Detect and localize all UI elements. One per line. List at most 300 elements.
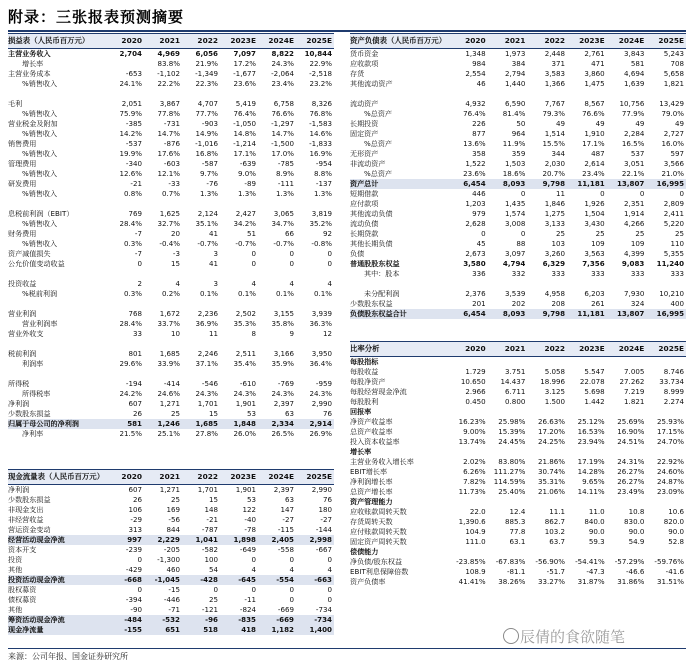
table-cell [296,299,334,309]
table-cell: 79.3% [542,109,566,118]
table-cell: 3,563 [584,249,605,258]
table-cell [527,447,567,457]
table-row [8,575,334,585]
column-header: 2022 [197,36,218,45]
table-row [350,59,686,69]
table-row [8,319,334,329]
table-row [350,477,686,487]
table-cell: 53 [246,495,256,504]
row-label: 应付款项 [350,199,379,208]
table-cell: 16,995 [656,179,685,188]
row-label: 资产总计 [350,179,379,188]
table-cell: 26.9% [309,429,332,438]
table-cell: 90.0 [588,527,605,536]
table-cell: 2,124 [197,209,218,218]
table-cell: -1,016 [195,139,218,148]
table-cell: 34.2% [233,219,256,228]
table-row [350,497,686,507]
table-cell: 1,672 [159,309,180,318]
table-cell: 16.9% [309,149,332,158]
table-cell: 110 [670,239,685,248]
table-cell: 13.6% [463,139,486,148]
table-cell: 19.9% [119,149,142,158]
table-cell [106,339,144,349]
table-row [8,525,334,535]
table-cell: 2,794 [505,69,526,78]
table-cell: 7,097 [233,49,256,58]
table-cell: 8 [251,329,256,338]
table-cell: 16.5% [621,139,645,148]
table-cell: 4 [175,279,180,288]
table-cell: -903 [201,119,218,128]
table-cell: 1.821 [624,397,645,406]
table-row [8,625,334,635]
table-cell: 25.69% [617,417,645,426]
table-cell: 1,475 [584,79,605,88]
table-cell: 25 [635,229,645,238]
table-cell: 17.1% [233,149,256,158]
table-cell [607,279,647,289]
table-cell: 801 [128,349,142,358]
table-cell: 24.45% [498,437,526,446]
table-cell [296,89,334,99]
table-cell: -111 [277,179,294,188]
table-header [8,469,334,485]
table-row [350,109,686,119]
row-label: 其中：股本 [364,269,400,278]
table-cell: 0 [289,595,294,604]
source-note: 来源：公司年报、国金证券研究所 [8,652,128,661]
table-row [8,69,334,79]
row-label: 其他 [8,605,23,614]
table-cell: 0 [289,249,294,258]
column-header: 2024E [268,472,294,481]
table-cell: 1.3% [199,189,218,198]
row-label: 固定资产 [350,129,379,138]
table-cell: 226 [472,119,486,128]
table-cell: 1,514 [544,129,566,138]
row-label: 总资产收益率 [350,427,393,436]
table-cell [488,547,528,557]
table-cell: 35.31% [537,477,566,486]
table-cell: 332 [511,269,526,278]
table-cell: 324 [630,299,645,308]
table-cell: 460 [166,565,180,574]
table-cell: 3 [213,279,218,288]
table-cell: -90 [130,605,142,614]
table-cell: -1,300 [157,555,180,564]
table-row [8,269,334,279]
table-cell: 8,093 [502,179,526,188]
row-label: 流动资产 [350,99,379,108]
table-cell: 25 [170,409,180,418]
table-cell: 0 [137,555,142,564]
table-cell: -876 [163,139,180,148]
table-cell: 487 [591,149,605,158]
table-cell: 23.09% [656,487,685,496]
table-row [8,229,334,239]
table-cell: 11.0 [588,507,605,516]
table-cell: -56 [168,515,180,524]
table-cell: 16.23% [458,417,486,426]
row-label: 应收账款周转天数 [350,507,407,516]
table-cell: -11 [244,595,256,604]
column-header: 2023E [579,344,605,353]
table-cell: -959 [315,379,332,388]
row-label: 长期贷款 [350,229,379,238]
table-cell: 2,704 [119,49,142,58]
table-cell: 2,411 [663,209,685,218]
row-label: 负债 [350,249,365,258]
table-cell: 0 [520,229,526,238]
table-cell: -582 [201,545,218,554]
table-row [350,387,686,397]
table-cell: 2.02% [463,457,486,466]
table-cell: 49 [595,119,605,128]
table-cell: 3,539 [505,289,526,298]
table-cell: 5,355 [663,249,685,258]
table-cell: 20.7% [542,169,566,178]
table-row [8,209,334,219]
table-cell: 0 [327,259,332,268]
table-cell: -7 [134,249,142,258]
table-cell: 11,181 [577,309,605,318]
table-cell: -428 [200,575,218,584]
table-row [8,615,334,625]
table-cell: 651 [165,625,180,634]
table-row [8,79,334,89]
table-row [8,289,334,299]
table-cell: 35.1% [195,219,218,228]
table-cell: 24.87% [656,477,685,486]
table-cell: 3.125 [544,387,566,396]
row-label: 负债股东权益合计 [350,309,407,318]
table-cell: 29.6% [119,359,142,368]
table-cell: 180 [318,505,332,514]
row-label: 经营活动现金净流 [8,535,65,544]
table-row [8,49,334,59]
table-cell: -81.1 [506,567,526,576]
table-cell [182,89,220,99]
table-cell: 1,821 [663,79,685,88]
table-cell: -46.6 [626,567,645,576]
table-cell: 9,798 [542,309,566,318]
table-cell: 10.650 [460,377,486,386]
table-cell [607,407,647,417]
table-cell: 4,932 [465,99,486,108]
table-cell: 148 [204,505,218,514]
table-row [350,567,686,577]
column-header: 2024E [618,36,645,45]
table-cell [488,89,528,99]
table-row [350,159,686,169]
table-cell: 2,405 [271,535,294,544]
table-cell [646,357,686,367]
table-cell [258,269,296,279]
table-row [8,129,334,139]
row-label: 税前利润 [8,349,37,358]
table-cell: 46 [476,79,486,88]
table-row [350,239,686,249]
table-row [350,427,686,437]
table-row [350,279,686,289]
table-cell: 10 [170,329,180,338]
table-cell: 1,901 [235,399,256,408]
table-cell: 81.4% [502,109,526,118]
table-row [350,437,686,447]
table-row [8,259,334,269]
table-title: 比率分析 [350,344,380,353]
table-cell [567,547,607,557]
table-cell: 0 [327,249,332,258]
table-cell: 1,926 [584,199,605,208]
table-cell: 77.9% [621,109,645,118]
table-cell: 14.28% [577,467,605,476]
row-label: 营业外收支 [8,329,44,338]
table-cell: 26.27% [617,467,645,476]
table-cell: -1,102 [157,69,180,78]
row-label: 每股净资产 [350,377,386,386]
column-header: 2020 [121,36,142,45]
table-cell: 3,566 [663,159,685,168]
table-cell: 10,756 [619,99,645,108]
row-label: 偿债能力 [350,547,379,556]
row-label: 投资活动现金净流 [8,575,65,584]
table-cell: 3,133 [544,219,566,228]
table-cell: -194 [125,379,142,388]
table-cell: 23.2% [309,79,332,88]
table-cell: 2,427 [235,209,256,218]
table-cell: 11,240 [656,259,685,268]
table-cell: -1,583 [309,119,332,128]
table-cell [448,547,488,557]
table-cell: -731 [163,119,180,128]
row-label: EBIT利息保障倍数 [350,567,409,576]
table-cell [144,89,182,99]
table-row [350,309,686,319]
table-cell: -824 [239,605,256,614]
table-cell: 31.51% [656,577,685,586]
table-cell: 3,051 [624,159,645,168]
table-cell: 12.6% [119,169,142,178]
table-cell [182,199,220,209]
table-cell: 3,819 [311,209,332,218]
table-cell: 23.6% [463,169,486,178]
table-cell: 5.058 [544,367,566,376]
row-label: 净利润 [8,485,30,494]
table-cell: -554 [276,575,294,584]
table-row [8,159,334,169]
column-header: 2021 [159,36,180,45]
table-cell: 3,860 [584,69,605,78]
table-title: 资产负债表（人民币百万元） [350,36,447,45]
table-row [350,79,686,89]
column-header: 2024E [268,36,294,45]
table-cell: 1,574 [505,209,526,218]
table-cell [448,497,488,507]
table-cell: 14.9% [195,129,218,138]
table-row [350,139,686,149]
table-cell: 76.6% [271,109,294,118]
table-cell: 5,243 [663,49,685,58]
table-row [350,229,686,239]
table-cell: 0 [251,555,256,564]
row-label: 主营业务收入增长率 [350,457,414,466]
table-cell [106,369,144,379]
table-cell [607,357,647,367]
table-cell: 49 [635,119,645,128]
table-cell: 28.4% [119,219,142,228]
table-cell: 1,914 [624,209,645,218]
table-cell [448,407,488,417]
table-cell [220,339,258,349]
table-cell: 54.9 [628,537,645,546]
table-cell: 9,083 [621,259,645,268]
table-cell [448,447,488,457]
row-label: 增长率 [350,447,372,456]
table-cell: 4,399 [624,249,645,258]
table-cell: 83.80% [498,457,526,466]
row-label: 现金净流量 [8,625,44,634]
table-cell: -484 [124,615,142,624]
table-cell: 2,334 [271,419,294,428]
table-cell [182,299,220,309]
table-cell [527,279,567,289]
table-cell: 4 [327,279,332,288]
row-label: 净利率 [22,429,44,438]
table-cell [488,279,528,289]
table-row [8,565,334,575]
table-cell: 0 [213,585,218,594]
table-cell: 18.996 [540,377,566,386]
table-cell [448,279,488,289]
table-cell: -385 [125,119,142,128]
table-cell: 25 [595,229,605,238]
table-cell: 0 [137,259,142,268]
table-cell: 77.8 [509,527,526,536]
row-label: 非经营收益 [8,515,44,524]
table-cell: 34.7% [271,219,294,228]
table-cell: 3.751 [505,367,526,376]
table-cell: 997 [127,535,142,544]
table-cell: 0 [251,585,256,594]
row-label [8,269,106,279]
table-cell: 24.1% [119,79,142,88]
table-cell: 4,794 [502,259,526,268]
table-cell: -0.8% [311,239,332,248]
row-label: %销售收入 [22,149,58,158]
table-cell: -27 [282,515,294,524]
table-cell: 2,397 [273,485,294,494]
row-label: 未分配利润 [364,289,400,298]
table-cell: -734 [314,615,332,624]
table-row [350,259,686,269]
table-row [8,505,334,515]
table-row [8,99,334,109]
table-row [350,377,686,387]
table-row [8,149,334,159]
table-cell: 50 [516,119,526,128]
table-cell: 21.9% [195,59,218,68]
row-label: 固定资产周转天数 [350,537,407,546]
table-cell: 0.1% [199,289,218,298]
table-cell: -769 [277,379,294,388]
table-cell: 1,503 [505,159,526,168]
table-row [350,289,686,299]
table-cell: 49 [675,119,685,128]
row-label: 资产管理能力 [350,497,393,506]
table-row [8,409,334,419]
table-cell: 1,271 [159,485,180,494]
table-cell: 28.4% [119,319,142,328]
table-cell: -734 [315,605,332,614]
table-row [350,447,686,457]
row-label: 应收款项 [350,59,379,68]
table-cell: 6,758 [273,99,294,108]
row-label: %销售收入 [22,219,58,228]
table-cell: 122 [242,505,256,514]
column-header: 2021 [159,472,180,481]
table-cell: 0.3% [123,239,142,248]
table-cell: 10,210 [659,289,685,298]
table-row [350,179,686,189]
table-cell: 63 [284,409,294,418]
table-cell: 0 [481,229,486,238]
table-cell: 18.6% [502,169,526,178]
table-title: 损益表（人民币百万元） [8,36,90,45]
table-cell: 35.4% [233,359,256,368]
table-cell: 15 [208,409,218,418]
row-label: 资产减值损失 [8,249,51,258]
table-cell: 22.078 [579,377,605,386]
table-cell [646,447,686,457]
table-cell: 333 [591,269,605,278]
table-cell: -3 [172,249,180,258]
table-cell: 25 [555,229,566,238]
table-row [8,219,334,229]
table-cell: 8.746 [663,367,685,376]
table-cell: 2,990 [311,399,332,408]
row-label: %销售收入 [22,189,58,198]
row-label: 回报率 [350,407,372,416]
table-cell: 33 [132,329,142,338]
table-cell: 336 [472,269,486,278]
table-cell [527,407,567,417]
table-cell: 1,701 [197,485,218,494]
table-cell: 24.25% [537,437,566,446]
table-cell: 17.15% [656,427,685,436]
table-cell: 15 [208,495,218,504]
row-label: 息税前利润（EBIT） [8,209,74,218]
table-row [350,69,686,79]
table-cell: 0.1% [313,289,332,298]
table-cell [258,89,296,99]
table-row [8,299,334,309]
table-cell: 16.53% [577,427,605,436]
table-cell: 979 [472,209,486,218]
row-label: 营业利润率 [22,319,58,328]
table-cell: 0 [137,585,142,594]
table-row [8,605,334,615]
table-cell: 26 [132,409,142,418]
table-cell [258,369,296,379]
table-cell: 9 [289,329,294,338]
table-row [350,457,686,467]
table-cell: 3,583 [544,69,566,78]
table-cell: 1.442 [584,397,605,406]
table-row [8,119,334,129]
table-cell [258,199,296,209]
